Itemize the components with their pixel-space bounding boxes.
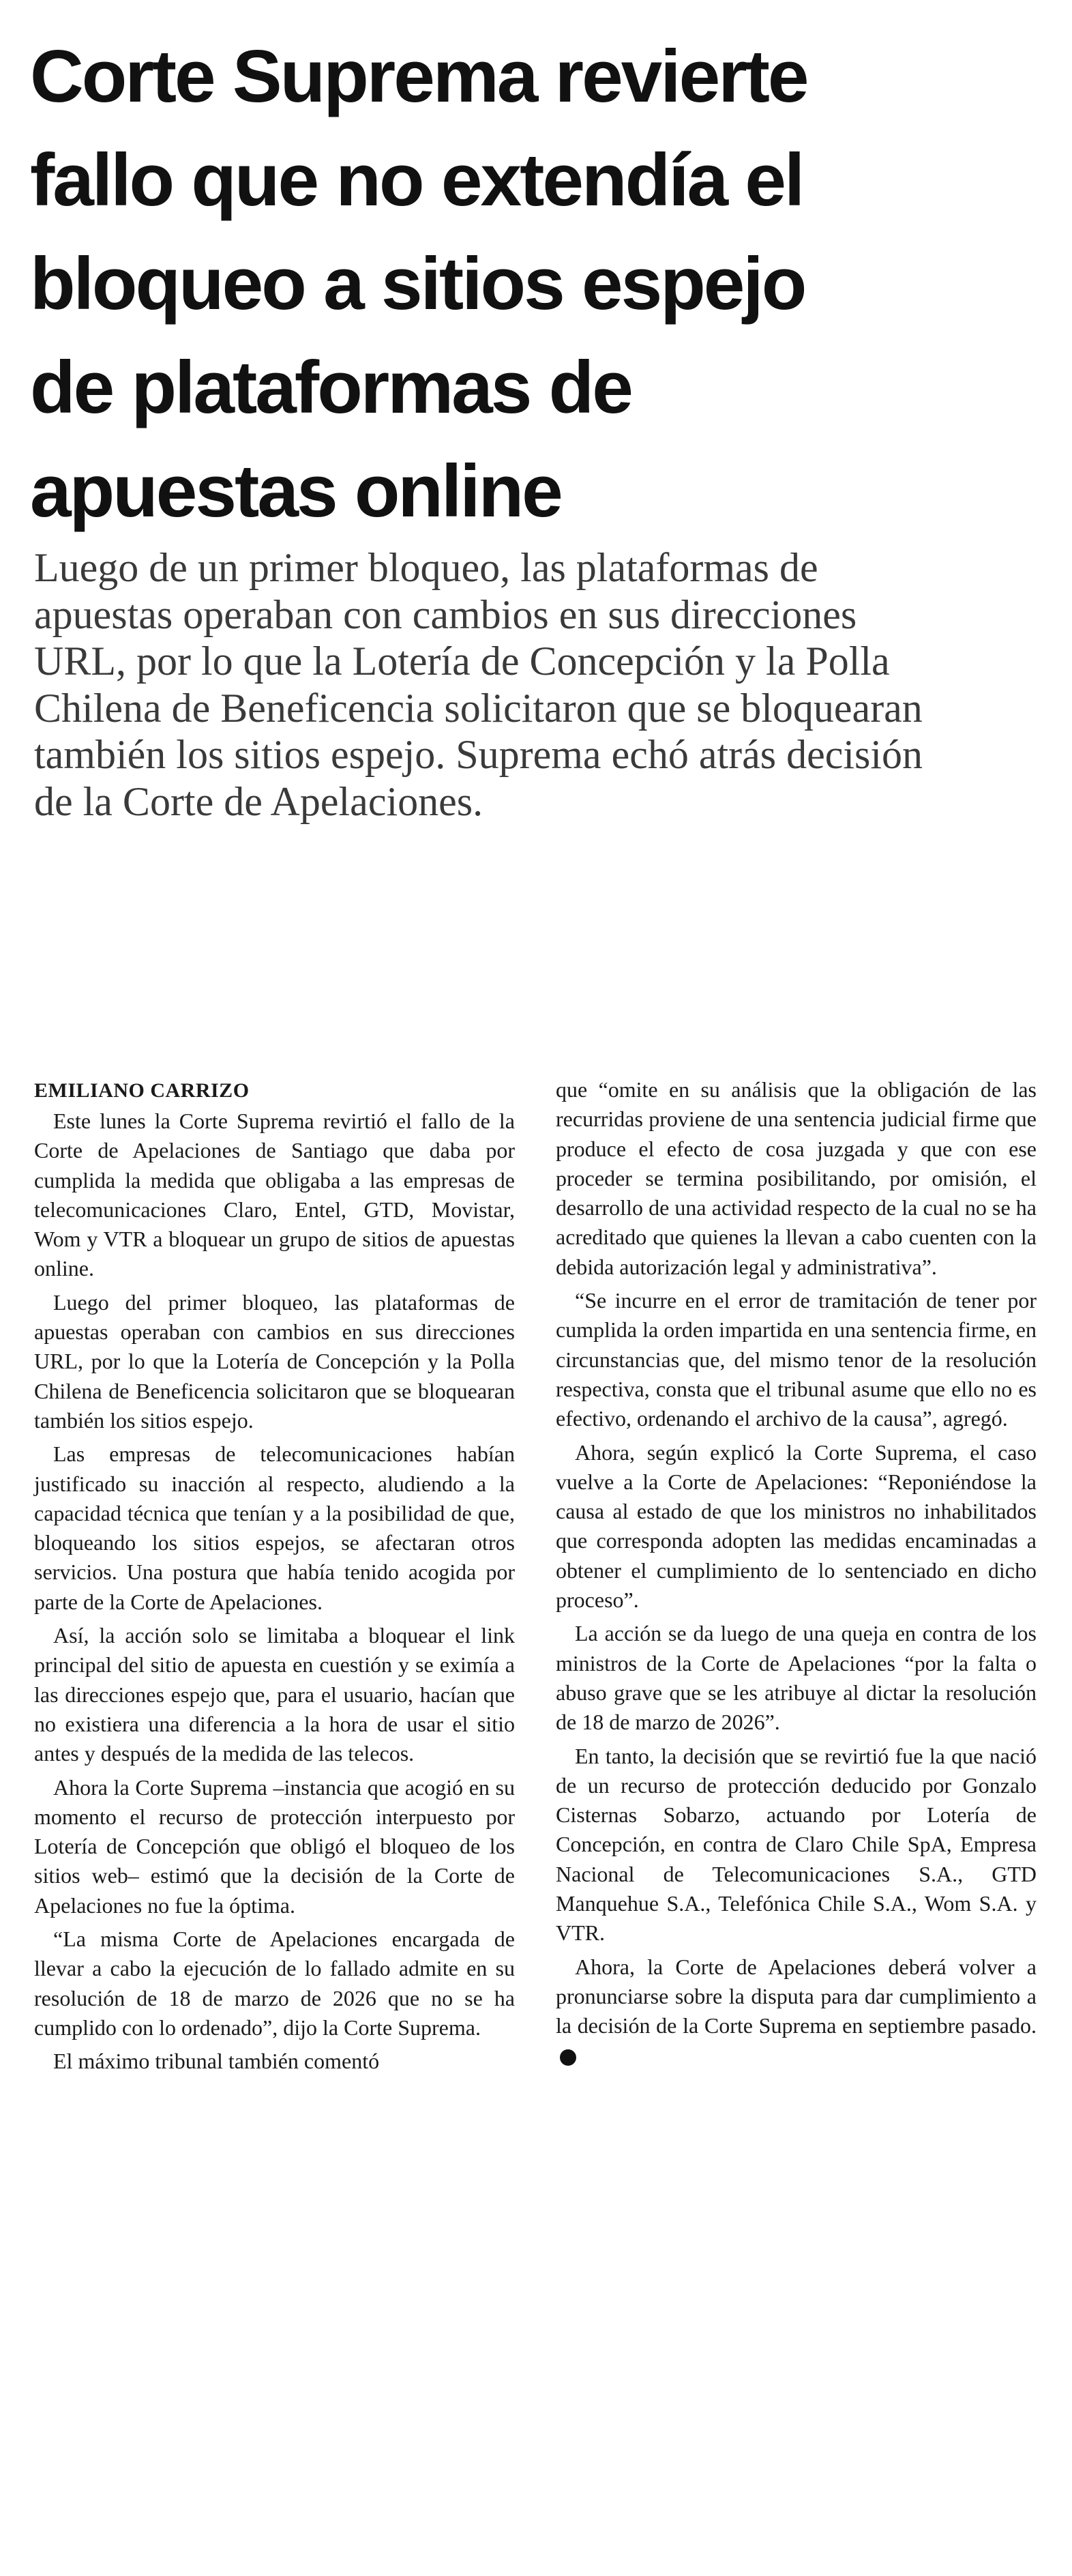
- paragraph: “Se incurre en el error de tramitación de tener por cumplida la orden impartida en una sentencia firme, en circunstancias que, del mismo tenor de la resolución respectiva, consta que el tribunal asume que ello no es efectivo, ordenando el archivo de la causa”, agregó.: [556, 1288, 1037, 1431]
- deck-line: Luego de un primer bloqueo, las plataformas de: [34, 545, 818, 590]
- headline-line: bloqueo a sitios espejo: [30, 242, 805, 325]
- deck-line: Chilena de Beneficencia solicitaron que se bloquearan: [34, 685, 923, 731]
- headline-line: de plataformas de: [30, 346, 631, 429]
- deck-line: apuestas operaban con cambios en sus direcciones: [34, 591, 857, 637]
- paragraph: La acción se da luego de una queja en contra de los ministros de la Corte de Apelaciones “por la falta o abuso grave que se les atribuye al dictar la resolución de 18 de marzo de 2026”.: [556, 1621, 1037, 1735]
- deck-line: de la Corte de Apelaciones.: [34, 778, 483, 824]
- paragraph: Así, la acción solo se limitaba a bloquear el link principal del sitio de apuesta en cuestión y se eximía a las direcciones espejo que, para el usuario, hacían que no existiera una diferencia a la hora de usar el sitio antes y después de la medida de las telecos.: [34, 1623, 515, 1766]
- paragraph: Luego del primer bloqueo, las plataformas de apuestas operaban con cambios en sus direcciones URL, por lo que la Lotería de Concepción y la Polla Chilena de Beneficencia solicitaron que se bloquearan también los sitios espejo.: [34, 1289, 515, 1433]
- paragraph: que “omite en su análisis que la obligación de las recurridas proviene de una sentencia judicial firme que produce el efecto de cosa juzgada y que con ese proceder se termina posibilitando, por omisión, el desarrollo de una actividad respecto de la cual no se ha acreditado que quienes la llevan a cabo cuenten con la debida autorización legal y administrativa”.: [556, 1077, 1037, 1279]
- paragraph: Ahora la Corte Suprema –instancia que acogió en su momento el recurso de protección interpuesto por Lotería de Concepción que obligó el bloqueo de los sitios web– estimó que la decisión de la Corte de Apelaciones no fue la óptima.: [34, 1774, 515, 1918]
- deck-subheading: [34, 544, 1043, 825]
- byline: EMILIANO CARRIZO: [34, 1079, 250, 1102]
- paragraph: En tanto, la decisión que se revirtió fue la que nació de un recurso de protección deducido por Gonzalo Cisternas Sobarzo, actuando por Lotería de Concepción, en contra de Claro Chile SpA, Empresa Nacional de Telecomunicaciones S.A., GTD Manquehue S.A., Telefónica Chile S.A., Wom S.A. y VTR.: [556, 1743, 1037, 1946]
- paragraph: Este lunes la Corte Suprema revirtió el fallo de la Corte de Apelaciones de Santiago que daba por cumplida la medida que obligaba a las empresas de telecomunicaciones Claro, Entel, GTD, Movistar, Wom y VTR a bloquear un grupo de sitios de apuestas online.: [34, 1109, 515, 1281]
- headline-line: Corte Suprema revierte: [30, 35, 807, 118]
- paragraph: Ahora, según explicó la Corte Suprema, el caso vuelve a la Corte de Apelaciones: “Reponiéndose la causa al estado de que los ministros no inhabilitados que corresponda adopten las medidas encaminadas a obtener el cumplimiento de lo sentenciado en dicho proceso”.: [556, 1439, 1037, 1613]
- headline-line: apuestas online: [30, 450, 561, 533]
- end-mark-icon: P: [560, 2049, 576, 2066]
- paragraph: El máximo tribunal también comentó: [53, 2049, 380, 2074]
- paragraph: “La misma Corte de Apelaciones encargada de llevar a cabo la ejecución de lo fallado admite en su resolución de 18 de marzo de 2026 que no se ha cumplido con lo ordenado”, dijo la Corte Suprema.: [34, 1927, 515, 2040]
- article-column-left: [34, 1077, 515, 2081]
- deck-line: URL, por lo que la Lotería de Concepción y la Polla: [34, 639, 890, 684]
- deck-line: también los sitios espejo. Suprema echó atrás decisión: [34, 732, 923, 777]
- paragraph: Las empresas de telecomunicaciones habían justificado su inacción al respecto, aludiendo a la capacidad técnica que tenían y a la posibilidad de que, bloqueando los sitios espejos, se afectaran otros servicios. Una postura que había tenido acogida por parte de la Corte de Apelaciones.: [34, 1441, 515, 1614]
- headline: [30, 25, 1039, 543]
- paragraph-text: Ahora, la Corte de Apelaciones deberá volver a pronunciarse sobre la disputa para dar cumplimiento a la decisión de la Corte Suprema en septiembre pasado.: [556, 1954, 1037, 2038]
- headline-line: fallo que no extendía el: [30, 138, 803, 222]
- paragraph-last: [556, 1952, 1037, 2070]
- article-column-right: [556, 1075, 1037, 2075]
